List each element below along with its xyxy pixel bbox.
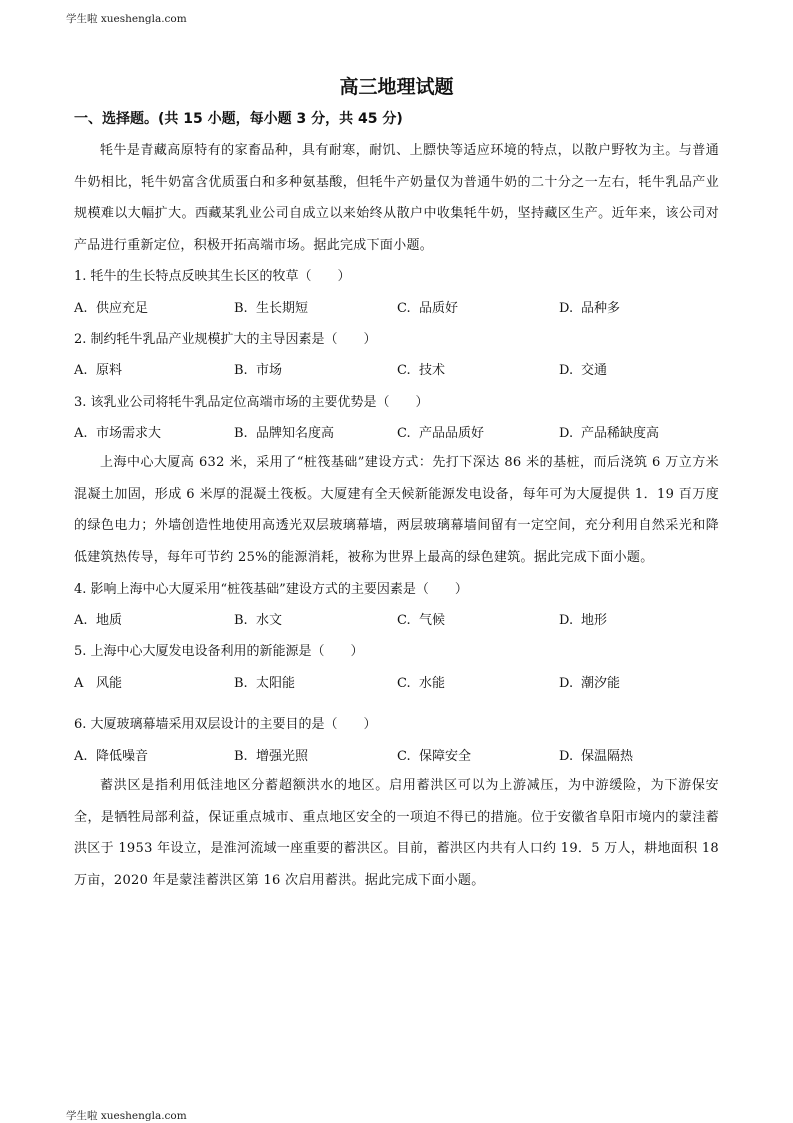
option-d[interactable]: D. 潮汐能: [559, 676, 621, 691]
option-d[interactable]: D. 品种多: [559, 301, 621, 316]
option-c[interactable]: C. 水能: [397, 676, 446, 691]
question-2-options: [74, 359, 724, 379]
option-c[interactable]: C. 产品品质好: [397, 426, 485, 441]
option-a[interactable]: A. 原料: [74, 363, 123, 378]
question-3-options: [74, 422, 724, 442]
option-a[interactable]: A. 供应充足: [74, 301, 149, 316]
page-title: 高三地理试题: [339, 76, 454, 98]
option-b[interactable]: B. 生长期短: [234, 301, 309, 316]
option-d[interactable]: D. 交通: [559, 363, 608, 378]
option-b[interactable]: B. 品牌知名度高: [234, 426, 335, 441]
question-3: 3. 该乳业公司将牦牛乳品定位高端市场的主要优势是（ ）: [74, 395, 429, 410]
option-b[interactable]: B. 水文: [234, 613, 283, 628]
question-4: 4. 影响上海中心大厦采用“桩筏基础”建设方式的主要因素是（ ）: [74, 582, 468, 597]
option-c[interactable]: C. 技术: [397, 363, 446, 378]
question-1-options: [74, 297, 724, 317]
passage-yak: 牦牛是青藏高原特有的家畜品种，具有耐寒，耐饥、上膘快等适应环境的特点，以散户野牧为主。与普通牛奶相比，牦牛奶富含优质蛋白和多种氨基酸，但牦牛产奶量仅为普通牛奶的二十分之一左右，牦牛乳品产业规模难以大幅扩大。西藏某乳业公司自成立以来始终从散户中收集牦牛奶，坚持藏区生产。近年来，该公司对产品进行重新定位，积极开拓高端市场。据此完成下面小题。: [74, 143, 719, 253]
option-d[interactable]: D. 地形: [559, 613, 608, 628]
option-c[interactable]: C. 气候: [397, 613, 446, 628]
question-2: 2. 制约牦牛乳品产业规模扩大的主导因素是（ ）: [74, 332, 377, 347]
section-heading: 一、选择题。(共 15 小题，每小题 3 分，共 45 分): [74, 111, 403, 127]
option-c[interactable]: C. 保障安全: [397, 749, 472, 764]
option-a[interactable]: A 风能: [74, 676, 123, 691]
question-6-options: [74, 745, 724, 765]
option-a[interactable]: A. 降低噪音: [74, 749, 149, 764]
passage-shanghai-tower: 上海中心大厦高 632 米，采用了“桩筏基础”建设方式：先打下深达 86 米的基桩，而后浇筑 6 万立方米混凝土加固，形成 6 米厚的混凝土筏板。大厦建有全天候新能源发电设备，每年可为大厦提供 1．19 百万度的绿色电力；外墙创造性地使用高透光双层玻璃幕墙，两层玻璃幕墙间留有一定空间，充分利用自然采光和降低建筑热传导，每年可节约 25%的能源消耗，被称为世界上最高的绿色建筑。据此完成下面小题。: [74, 455, 719, 565]
page-header: 学生啦 xueshengla.com: [66, 13, 187, 25]
passage-flood-storage: 蓄洪区是指利用低洼地区分蓄超额洪水的地区。启用蓄洪区可以为上游减压，为中游缓险，为下游保安全，是牺牲局部利益，保证重点城市、重点地区安全的一项迫不得已的措施。位于安徽省阜阳市境内的蒙洼蓄洪区于 1953 年设立，是淮河流域一座重要的蓄洪区。目前，蓄洪区内共有人口约 19．5 万人，耕地面积 18 万亩，2020 年是蒙洼蓄洪区第 16 次启用蓄洪。据此完成下面小题。: [74, 778, 719, 888]
question-1: 1. 牦牛的生长特点反映其生长区的牧草（ ）: [74, 269, 351, 284]
page-footer: 学生啦 xueshengla.com: [66, 1110, 187, 1122]
option-a[interactable]: A. 地质: [74, 613, 123, 628]
question-5-options: [74, 672, 724, 692]
option-b[interactable]: B. 市场: [234, 363, 283, 378]
question-5: 5. 上海中心大厦发电设备利用的新能源是（ ）: [74, 644, 364, 659]
option-b[interactable]: B. 增强光照: [234, 749, 309, 764]
question-4-options: [74, 609, 724, 629]
option-d[interactable]: D. 保温隔热: [559, 749, 634, 764]
option-a[interactable]: A. 市场需求大: [74, 426, 162, 441]
option-d[interactable]: D. 产品稀缺度高: [559, 426, 660, 441]
question-6: 6. 大厦玻璃幕墙采用双层设计的主要目的是（ ）: [74, 717, 377, 732]
option-b[interactable]: B. 太阳能: [234, 676, 296, 691]
option-c[interactable]: C. 品质好: [397, 301, 459, 316]
